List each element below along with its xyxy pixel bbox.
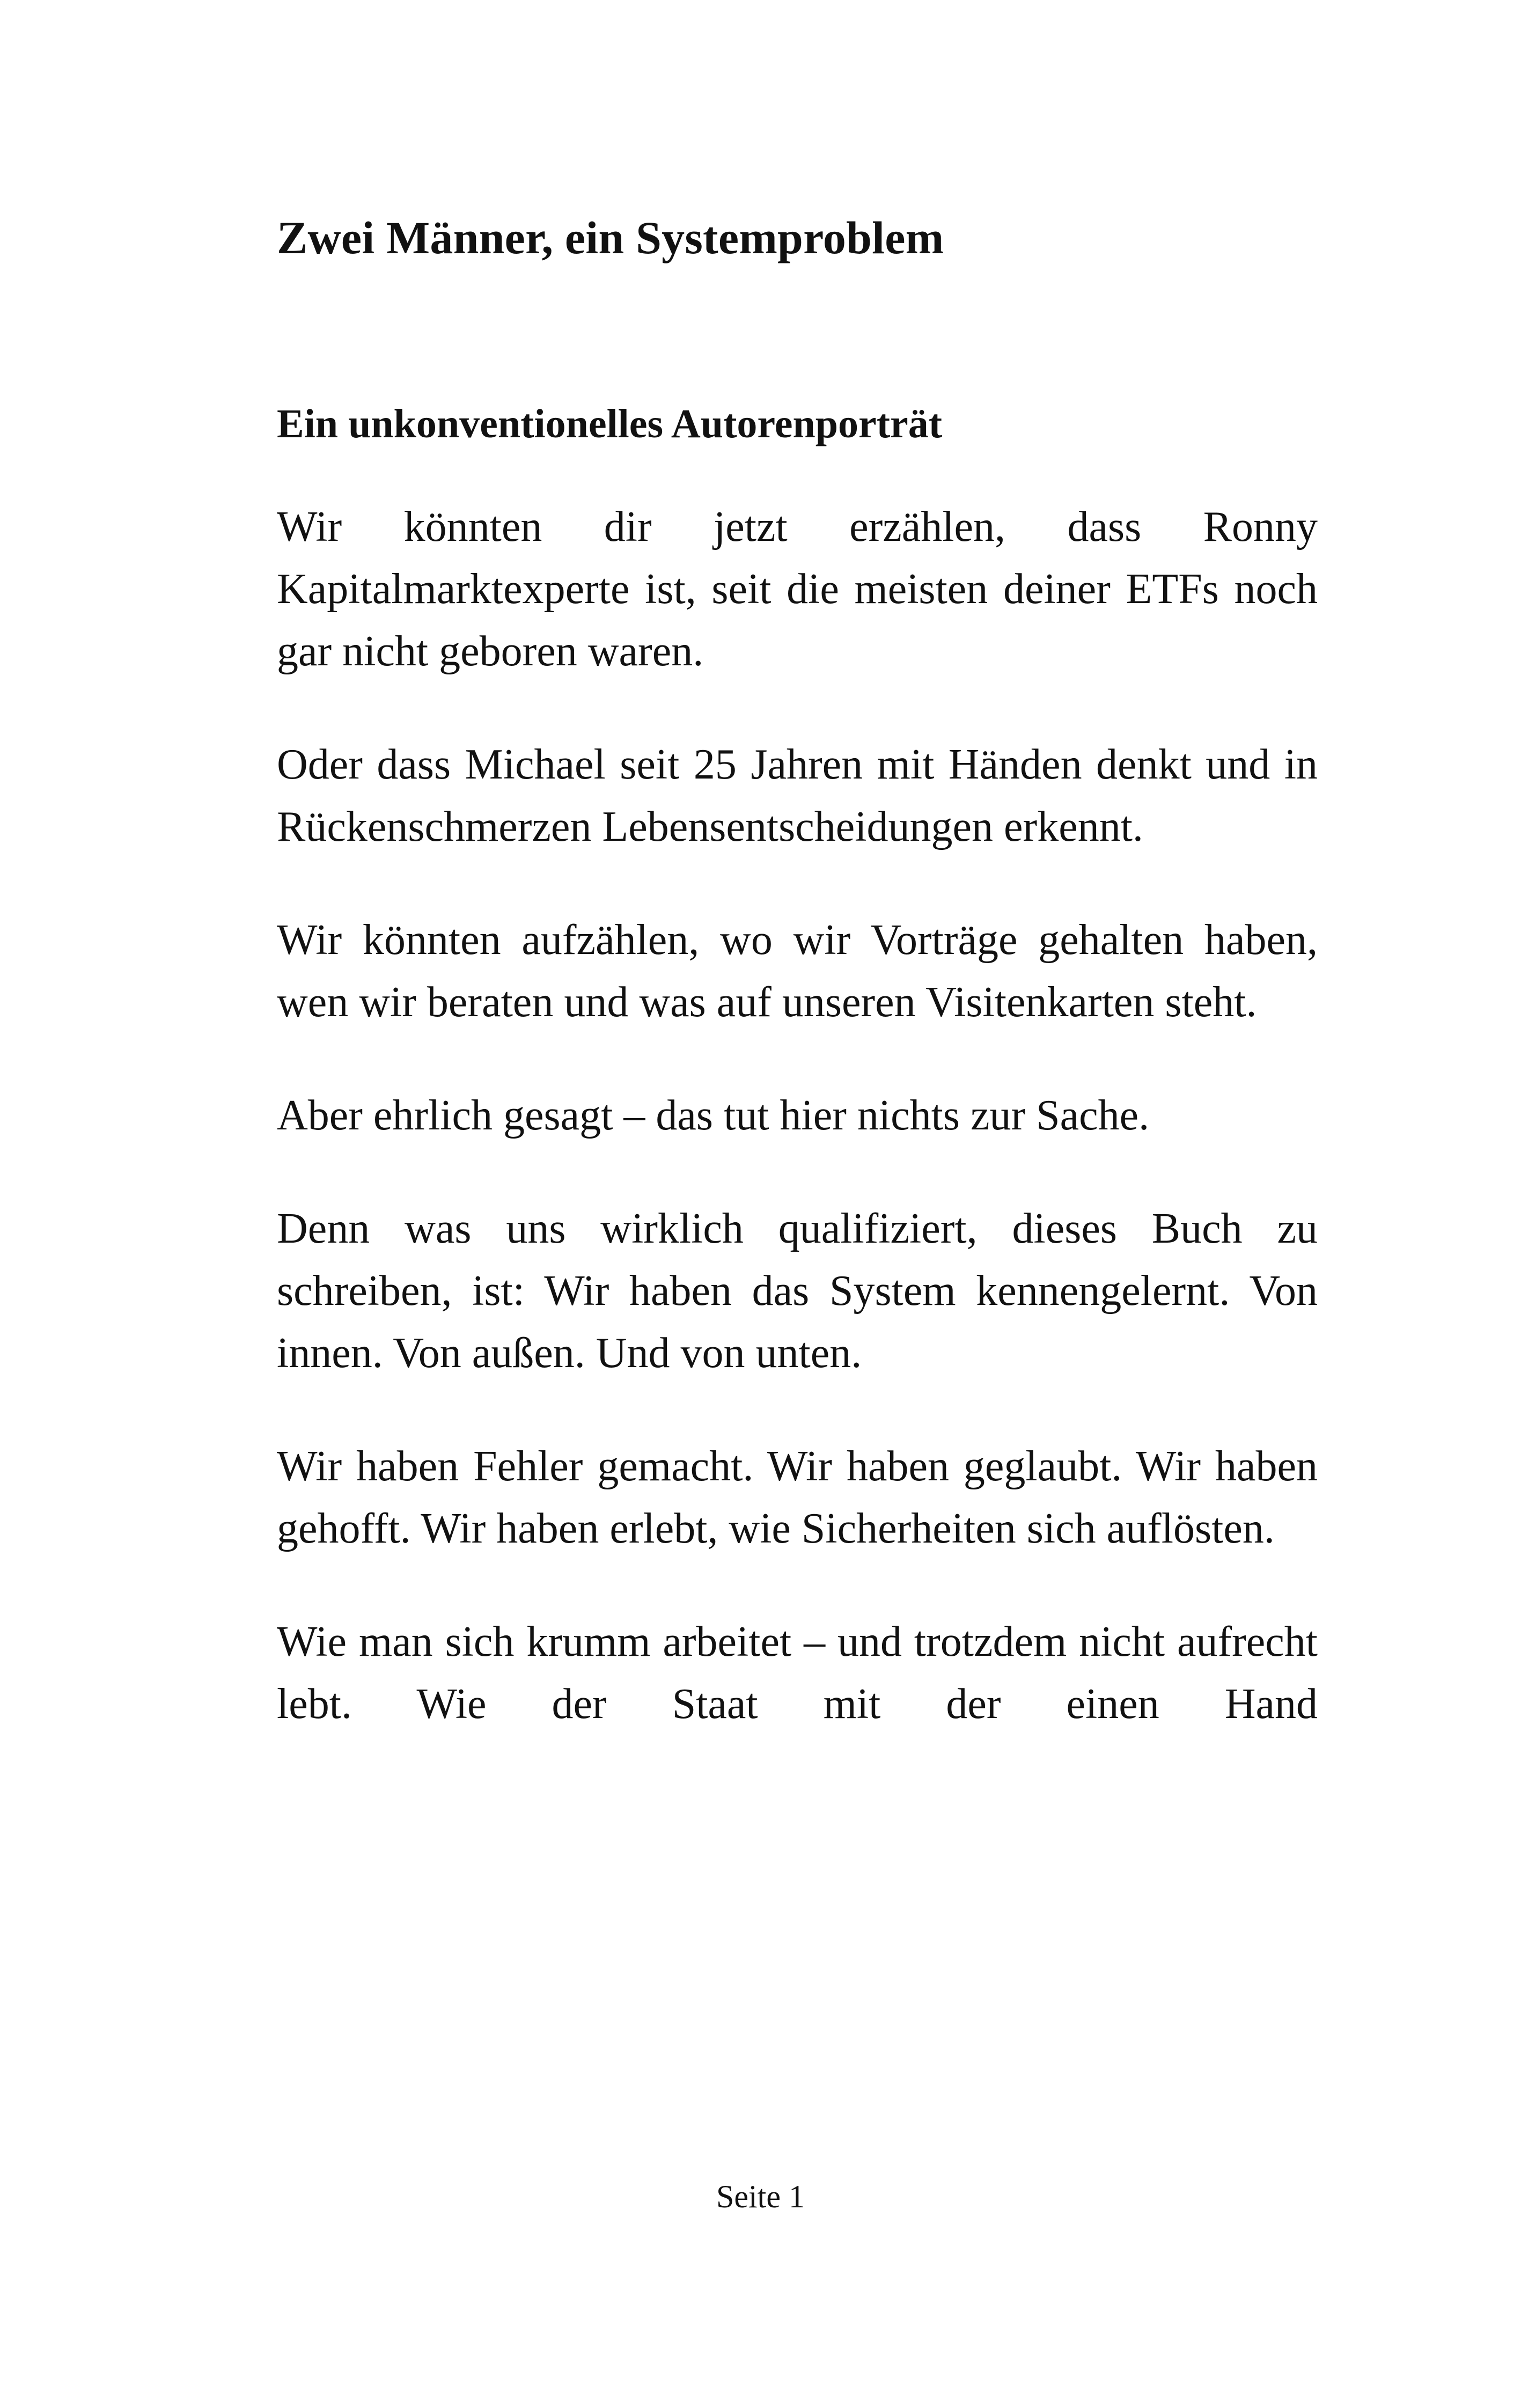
paragraph: Wir haben Fehler gemacht. Wir haben geglaubt. Wir haben gehofft. Wir haben erlebt, wie Sicherheiten sich auflösten. [277,1442,1318,1552]
paragraph: Oder dass Michael seit 25 Jahren mit Händen denkt und in Rückenschmerzen Lebensentscheidungen erkennt. [277,740,1318,850]
paragraph: Denn was uns wirklich qualifiziert, dieses Buch zu schreiben, ist: Wir haben das System kennengelernt. Von innen. Von außen. Und von unten. [277,1205,1318,1377]
paragraph: Wir könnten dir jetzt erzählen, dass Ronny Kapitalmarktexperte ist, seit die meisten deiner ETFs noch gar nicht geboren waren. [277,503,1318,675]
paragraph: Wie man sich krumm arbeitet – und trotzdem nicht aufrecht lebt. Wie der Staat mit der einen Hand [277,1618,1318,1728]
paragraph: Wir könnten aufzählen, wo wir Vorträge gehalten haben, wen wir beraten und was auf unseren Visitenkarten steht. [277,916,1318,1026]
section-title: Ein unkonventionelles Autorenporträt [277,401,943,446]
chapter-title: Zwei Männer, ein Systemproblem [277,212,944,263]
page-content [277,209,1318,1735]
page-number: Seite 1 [716,2179,805,2214]
paragraph: Aber ehrlich gesagt – das tut hier nichts zur Sache. [277,1091,1150,1139]
